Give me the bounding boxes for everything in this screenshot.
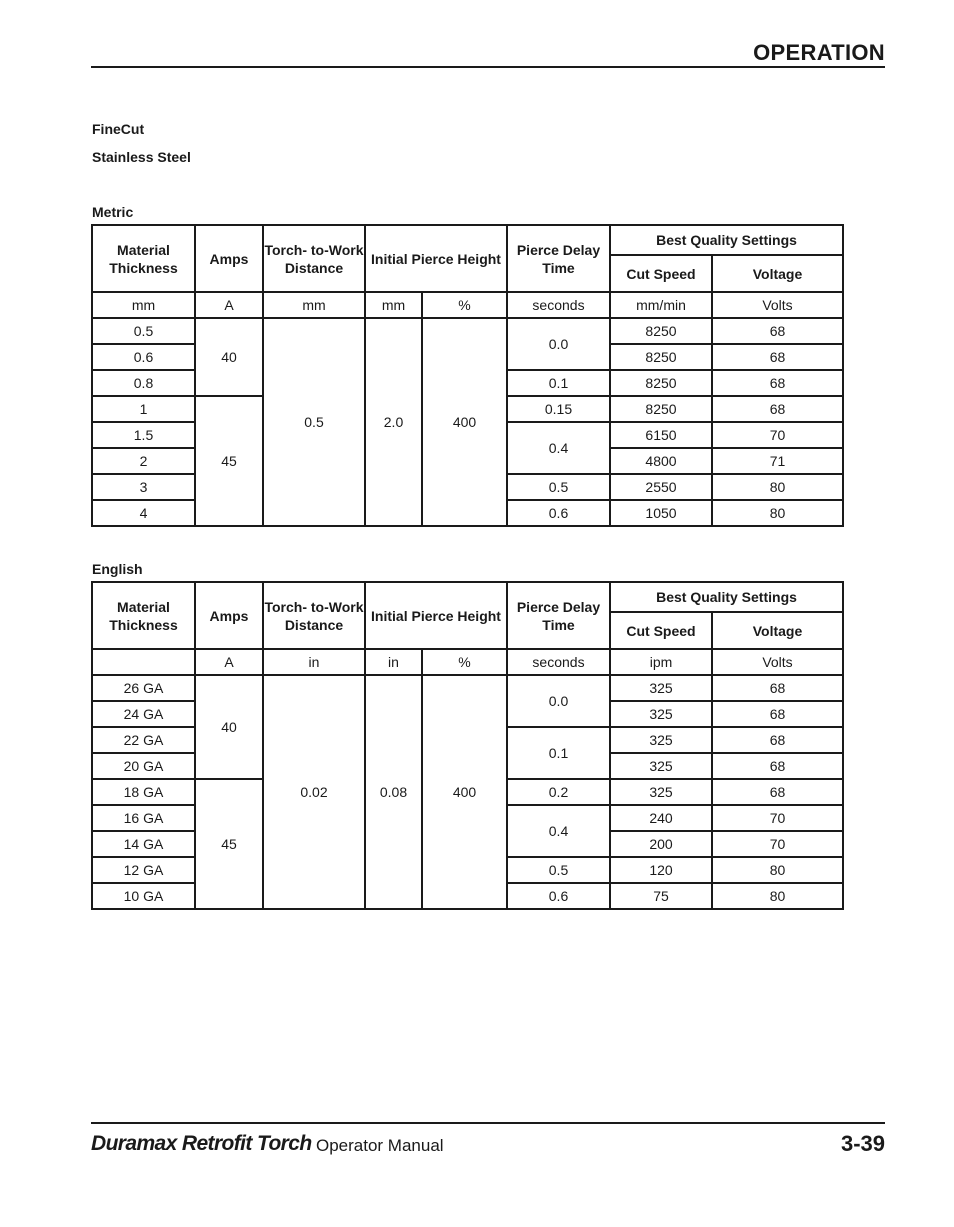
header-voltage: Voltage [712, 255, 843, 292]
amps-cell: 45 [195, 779, 263, 909]
thickness-cell: 1.5 [92, 422, 195, 448]
cut-speed-cell: 8250 [610, 318, 712, 344]
cut-speed-cell: 240 [610, 805, 712, 831]
english-label: English [92, 561, 143, 577]
header-rule [91, 66, 885, 68]
header-torch-to-work: Torch- to-Work Distance [263, 582, 365, 649]
voltage-cell: 68 [712, 727, 843, 753]
delay-cell: 0.0 [507, 675, 610, 727]
cut-speed-cell: 6150 [610, 422, 712, 448]
thickness-cell: 20 GA [92, 753, 195, 779]
header-voltage: Voltage [712, 612, 843, 649]
unit-pierce-percent: % [422, 649, 507, 675]
cut-speed-cell: 75 [610, 883, 712, 909]
header-torch-to-work: Torch- to-Work Distance [263, 225, 365, 292]
header-initial-pierce: Initial Pierce Height [365, 582, 507, 649]
voltage-cell: 80 [712, 500, 843, 526]
pierce-percent-cell: 400 [422, 318, 507, 526]
cut-speed-cell: 325 [610, 779, 712, 805]
amps-cell: 40 [195, 318, 263, 396]
thickness-cell: 3 [92, 474, 195, 500]
unit-voltage: Volts [712, 292, 843, 318]
voltage-cell: 68 [712, 779, 843, 805]
table-row [92, 675, 843, 701]
delay-cell: 0.1 [507, 370, 610, 396]
voltage-cell: 70 [712, 422, 843, 448]
thickness-cell: 14 GA [92, 831, 195, 857]
voltage-cell: 71 [712, 448, 843, 474]
voltage-cell: 68 [712, 344, 843, 370]
cut-speed-cell: 1050 [610, 500, 712, 526]
delay-cell: 0.2 [507, 779, 610, 805]
pierce-percent-cell: 400 [422, 675, 507, 909]
voltage-cell: 68 [712, 318, 843, 344]
unit-pierce-height: mm [365, 292, 422, 318]
voltage-cell: 68 [712, 701, 843, 727]
unit-pierce-percent: % [422, 292, 507, 318]
voltage-cell: 68 [712, 675, 843, 701]
amps-cell: 40 [195, 675, 263, 779]
delay-cell: 0.4 [507, 422, 610, 474]
cut-speed-cell: 4800 [610, 448, 712, 474]
metric-table [91, 224, 844, 527]
unit-amps: A [195, 292, 263, 318]
thickness-cell: 18 GA [92, 779, 195, 805]
header-cut-speed: Cut Speed [610, 612, 712, 649]
delay-cell: 0.5 [507, 474, 610, 500]
cut-speed-cell: 120 [610, 857, 712, 883]
footer-rule [91, 1122, 885, 1124]
unit-thickness: mm [92, 292, 195, 318]
thickness-cell: 24 GA [92, 701, 195, 727]
header-amps: Amps [195, 225, 263, 292]
thickness-cell: 12 GA [92, 857, 195, 883]
cut-speed-cell: 8250 [610, 344, 712, 370]
cut-speed-cell: 325 [610, 701, 712, 727]
unit-pierce-height: in [365, 649, 422, 675]
thickness-cell: 0.8 [92, 370, 195, 396]
header-cut-speed: Cut Speed [610, 255, 712, 292]
thickness-cell: 0.6 [92, 344, 195, 370]
delay-cell: 0.5 [507, 857, 610, 883]
cut-speed-cell: 325 [610, 727, 712, 753]
header-best-quality: Best Quality Settings [610, 582, 843, 612]
unit-cut-speed: ipm [610, 649, 712, 675]
delay-cell: 0.0 [507, 318, 610, 370]
voltage-cell: 70 [712, 831, 843, 857]
page-number: 3-39 [840, 1131, 885, 1156]
unit-voltage: Volts [712, 649, 843, 675]
cut-speed-cell: 8250 [610, 396, 712, 422]
torch-distance-cell: 0.02 [263, 675, 365, 909]
voltage-cell: 68 [712, 753, 843, 779]
cut-speed-cell: 2550 [610, 474, 712, 500]
amps-cell: 45 [195, 396, 263, 526]
process-label: FineCut [92, 121, 145, 137]
cut-speed-cell: 8250 [610, 370, 712, 396]
pierce-height-cell: 0.08 [365, 675, 422, 909]
delay-cell: 0.15 [507, 396, 610, 422]
header-thickness: Material Thickness [92, 225, 195, 292]
header-amps: Amps [195, 582, 263, 649]
torch-distance-cell: 0.5 [263, 318, 365, 526]
header-pierce-delay: Pierce Delay Time [507, 582, 610, 649]
footer-product: Duramax Retrofit Torch [91, 1132, 312, 1155]
cut-speed-cell: 325 [610, 753, 712, 779]
unit-thickness [92, 649, 195, 675]
thickness-cell: 2 [92, 448, 195, 474]
cut-speed-cell: 325 [610, 675, 712, 701]
thickness-cell: 16 GA [92, 805, 195, 831]
delay-cell: 0.6 [507, 883, 610, 909]
voltage-cell: 70 [712, 805, 843, 831]
delay-cell: 0.1 [507, 727, 610, 779]
unit-amps: A [195, 649, 263, 675]
pierce-height-cell: 2.0 [365, 318, 422, 526]
material-label: Stainless Steel [92, 149, 191, 165]
thickness-cell: 4 [92, 500, 195, 526]
voltage-cell: 80 [712, 857, 843, 883]
table-row [92, 318, 843, 344]
voltage-cell: 68 [712, 396, 843, 422]
voltage-cell: 80 [712, 883, 843, 909]
thickness-cell: 26 GA [92, 675, 195, 701]
voltage-cell: 80 [712, 474, 843, 500]
metric-label: Metric [92, 204, 134, 220]
cut-speed-cell: 200 [610, 831, 712, 857]
voltage-cell: 68 [712, 370, 843, 396]
footer-doc: Operator Manual [316, 1136, 444, 1155]
unit-cut-speed: mm/min [610, 292, 712, 318]
unit-torch: mm [263, 292, 365, 318]
header-pierce-delay: Pierce Delay Time [507, 225, 610, 292]
thickness-cell: 22 GA [92, 727, 195, 753]
header-initial-pierce: Initial Pierce Height [365, 225, 507, 292]
section-title: OPERATION [753, 40, 885, 65]
thickness-cell: 1 [92, 396, 195, 422]
header-best-quality: Best Quality Settings [610, 225, 843, 255]
unit-delay: seconds [507, 649, 610, 675]
unit-torch: in [263, 649, 365, 675]
delay-cell: 0.4 [507, 805, 610, 857]
english-table [91, 581, 844, 910]
thickness-cell: 0.5 [92, 318, 195, 344]
unit-delay: seconds [507, 292, 610, 318]
header-thickness: Material Thickness [92, 582, 195, 649]
thickness-cell: 10 GA [92, 883, 195, 909]
delay-cell: 0.6 [507, 500, 610, 526]
